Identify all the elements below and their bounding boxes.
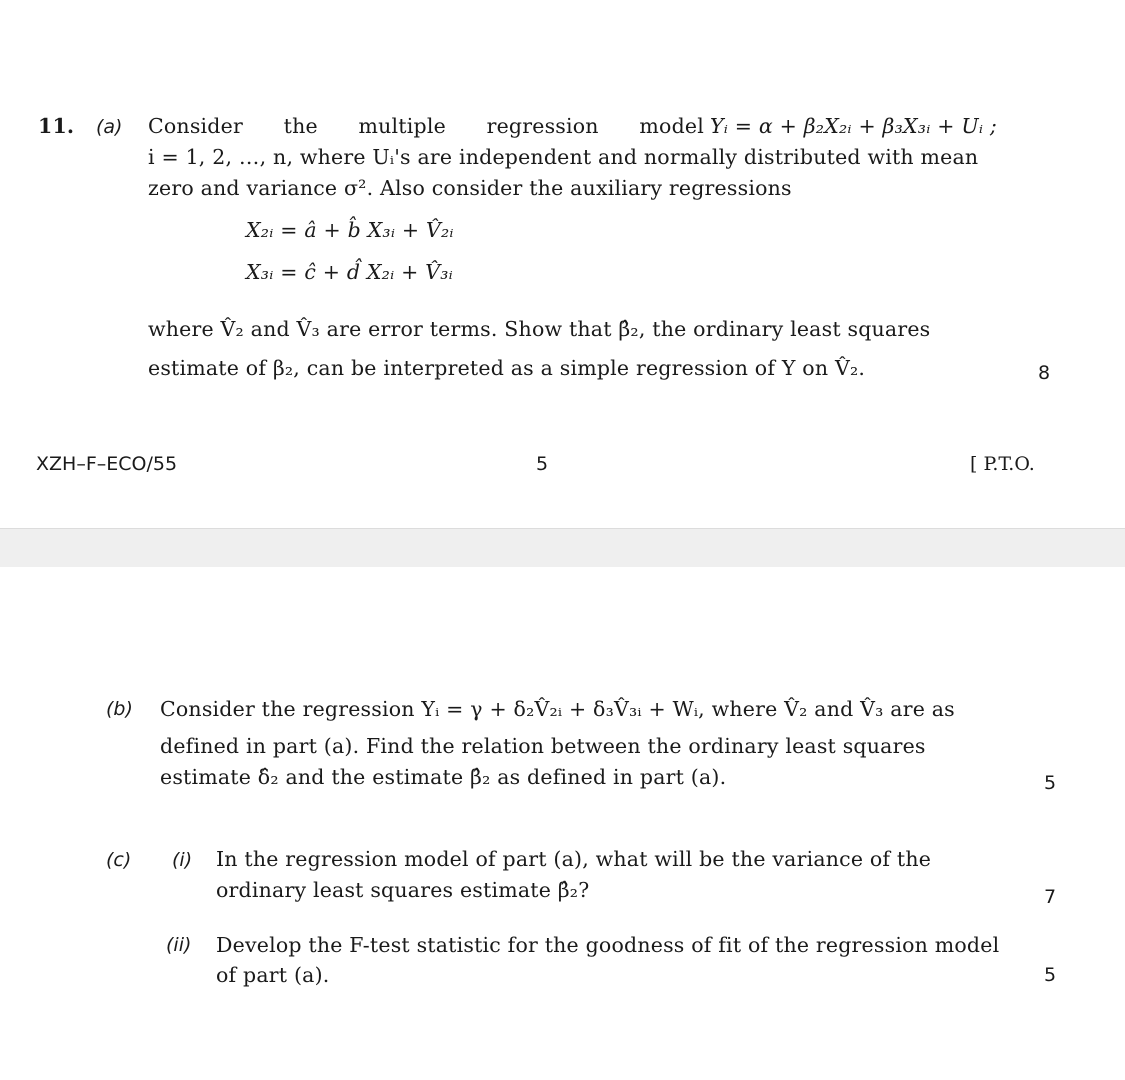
- part-a-line3: zero and variance σ². Also consider the auxiliary regressions: [148, 176, 792, 200]
- exam-code: XZH–F–ECO/55: [36, 453, 178, 475]
- exam-page-top: [0, 0, 1125, 528]
- aux-equation-2: X₃ᵢ = ĉ + d̂ X₂ᵢ + V̂₃ᵢ: [246, 260, 453, 284]
- page-gap: [0, 528, 1125, 568]
- part-c-i-marks: 7: [1044, 886, 1057, 908]
- part-c-ii-label: (ii): [166, 934, 192, 956]
- part-b-line3: estimate δ̂₂ and the estimate β̂₂ as defined in part (a).: [160, 765, 727, 789]
- part-c-i-line1: In the regression model of part (a), what will be the variance of the: [216, 847, 932, 871]
- word-5: model: [639, 114, 704, 138]
- part-b-line1: Consider the regression Yᵢ = γ + δ₂V̂₂ᵢ + δ₃V̂₃ᵢ + Wᵢ, where V̂₂ and V̂₃ are as: [160, 697, 955, 721]
- aux-equation-1: X₂ᵢ = â + b̂ X₃ᵢ + V̂₂ᵢ: [246, 218, 454, 242]
- pto-label: [ P.T.O.: [970, 453, 1035, 475]
- part-c-i-label: (i): [172, 849, 193, 871]
- part-c-i-line2: ordinary least squares estimate β̂₂?: [216, 878, 590, 902]
- part-b-line2: defined in part (a). Find the relation between the ordinary least squares: [160, 734, 926, 758]
- exam-page-bottom: [0, 567, 1125, 1080]
- part-a-marks: 8: [1038, 362, 1051, 384]
- word-2: the: [283, 114, 318, 138]
- part-a-label: (a): [96, 116, 123, 138]
- part-c-ii-line2: of part (a).: [216, 963, 330, 987]
- part-c-ii-marks: 5: [1044, 964, 1057, 986]
- word-1: Consider: [148, 114, 243, 138]
- part-a-line1: [148, 114, 704, 138]
- page-number: 5: [536, 453, 549, 475]
- part-a-line4: where V̂₂ and V̂₃ are error terms. Show that β̂₂, the ordinary least squares: [148, 317, 931, 341]
- word-4: regression: [486, 114, 599, 138]
- part-b-marks: 5: [1044, 772, 1057, 794]
- model-equation: Yᵢ = α + β₂X₂ᵢ + β₃X₃ᵢ + Uᵢ ;: [710, 114, 997, 138]
- part-b-label: (b): [106, 698, 133, 720]
- question-number: 11.: [38, 114, 75, 138]
- part-c-ii-line1: Develop the F-test statistic for the goodness of fit of the regression model: [216, 933, 1000, 957]
- part-a-line5: estimate of β₂, can be interpreted as a simple regression of Y on V̂₂.: [148, 356, 866, 380]
- part-a-line2: i = 1, 2, …, n, where Uᵢ's are independent and normally distributed with mean: [148, 145, 979, 169]
- word-3: multiple: [358, 114, 446, 138]
- part-c-label: (c): [106, 849, 132, 871]
